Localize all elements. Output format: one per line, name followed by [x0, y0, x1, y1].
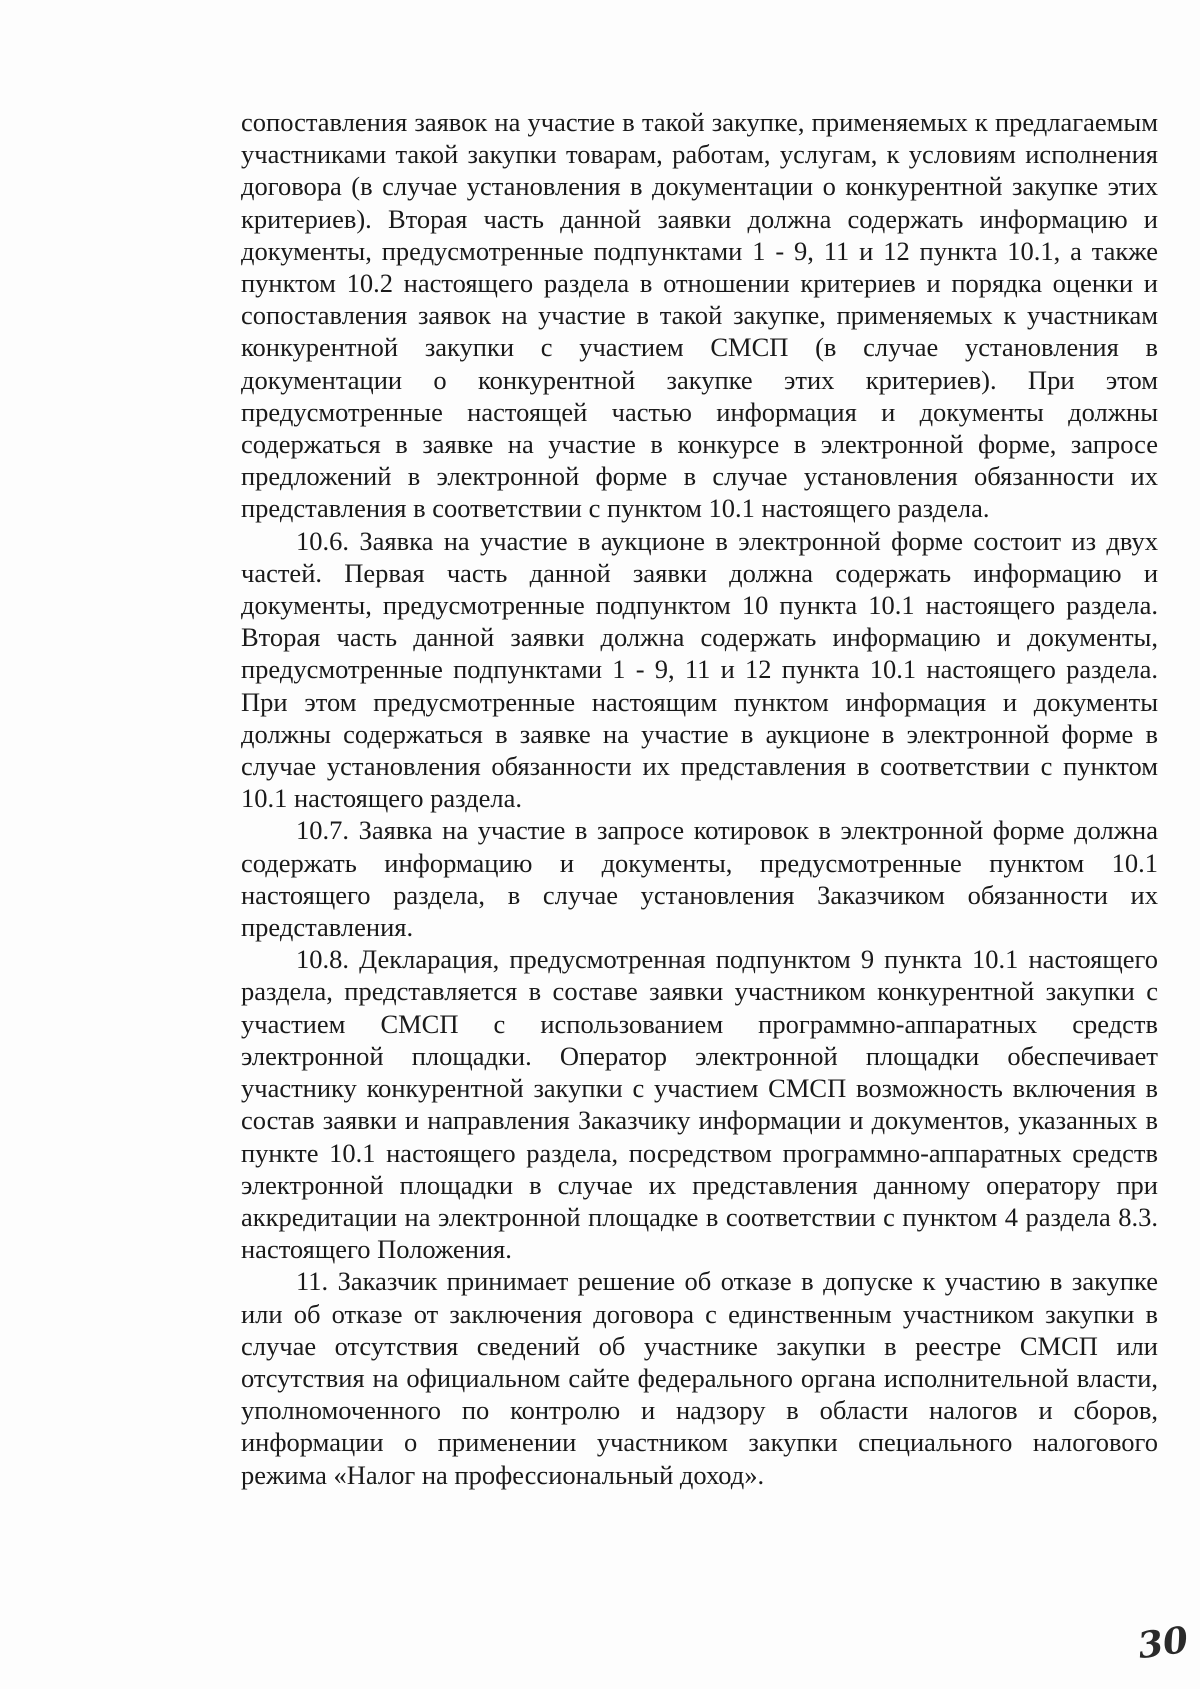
paragraph-10-6: 10.6. Заявка на участие в аукционе в электронной форме состоит из двух частей. Первая часть данной заявки должна содержать информацию и документы, предусмотренные подпунктом 10 пункта 10.1 настоящего раздела. Вторая часть данной заявки должна содержать информацию и документы, предусмотренные подпунктами 1 - 9, 11 и 12 пункта 10.1 настоящего раздела. При этом предусмотренные настоящим пунктом информация и документы должны содержаться в заявке на участие в аукционе в электронной форме в случае установления обязанности их представления в соответствии с пунктом 10.1 настоящего раздела.: [241, 525, 1158, 814]
paragraph-11: 11. Заказчик принимает решение об отказе в допуске к участию в закупке или об отказе от заключения договора с единственным участником закупки в случае отсутствия сведений об участнике закупки в реестре СМСП или отсутствия на официальном сайте федерального органа исполнительной власти, уполномоченного по контролю и надзору в области налогов и сборов, информации о применении участником закупки специального налогового режима «Налог на профессиональный доход».: [241, 1266, 1158, 1490]
document-body: [241, 106, 1158, 1491]
paragraph-10-8: 10.8. Декларация, предусмотренная подпунктом 9 пункта 10.1 настоящего раздела, представляется в составе заявки участником конкурентной закупки с участием СМСП с использованием программно-аппаратных средств электронной площадки. Оператор электронной площадки обеспечивает участнику конкурентной закупки с участием СМСП возможность включения в состав заявки и направления Заказчику информации и документов, указанных в пункте 10.1 настоящего раздела, посредством программно-аппаратных средств электронной площадки в случае их представления данному оператору при аккредитации на электронной площадке в соответствии с пунктом 4 раздела 8.3. настоящего Положения.: [241, 944, 1158, 1265]
paragraph-continuation: сопоставления заявок на участие в такой закупке, применяемых к предлагаемым участниками такой закупки товарам, работам, услугам, к условиям исполнения договора (в случае установления в документации о конкурентной закупке этих критериев). Вторая часть данной заявки должна содержать информацию и документы, предусмотренные подпунктами 1 - 9, 11 и 12 пункта 10.1, а также пунктом 10.2 настоящего раздела в отношении критериев и порядка оценки и сопоставления заявок на участие в такой закупке, применяемых к участникам конкурентной закупки с участием СМСП (в случае установления в документации о конкурентной закупке этих критериев). При этом предусмотренные настоящей частью информация и документы должны содержаться в заявке на участие в конкурсе в электронной форме, запросе предложений в электронной форме в случае установления обязанности их представления в соответствии с пунктом 10.1 настоящего раздела.: [241, 107, 1158, 524]
handwritten-page-number: 30: [1135, 1618, 1191, 1668]
paragraph-10-7: 10.7. Заявка на участие в запросе котировок в электронной форме должна содержать информацию и документы, предусмотренные пунктом 10.1 настоящего раздела, в случае установления Заказчиком обязанности их представления.: [241, 815, 1158, 943]
